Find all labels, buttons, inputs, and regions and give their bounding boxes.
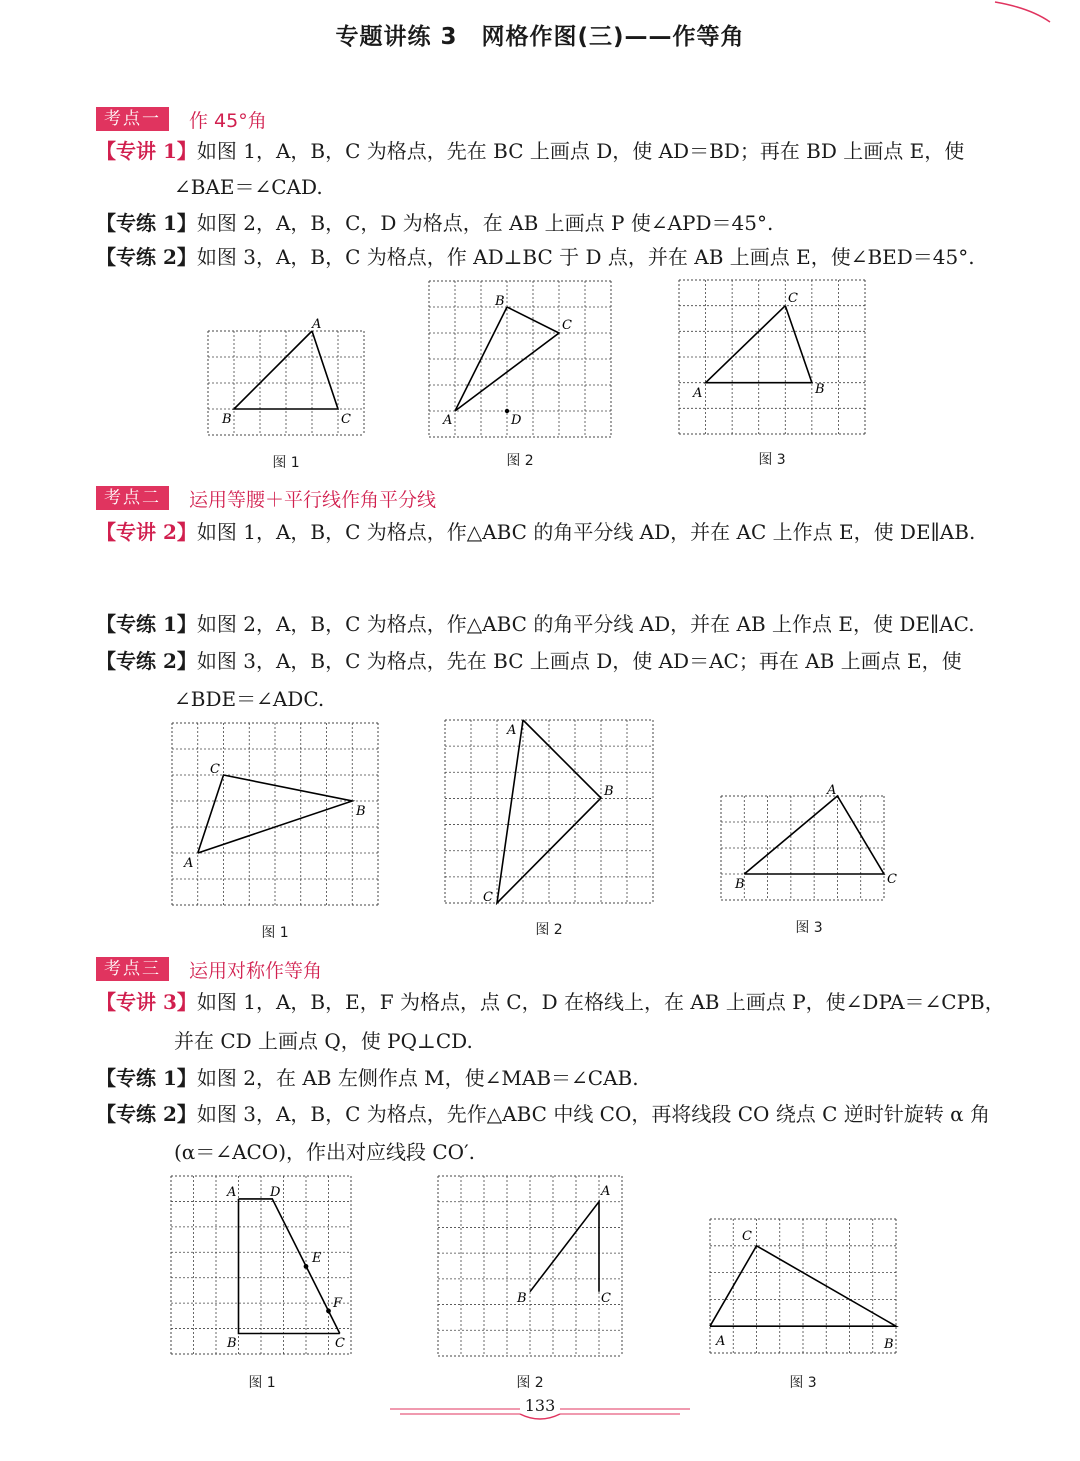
figure-caption: 图 3 (789, 1375, 817, 1391)
point-label-b: B (815, 382, 825, 397)
page-title: 专题讲练 3 网格作图(三)——作等角 (335, 24, 745, 50)
figure-caption: 图 1 (248, 1375, 276, 1391)
point-label-b: B (604, 784, 614, 799)
section-3-header (96, 957, 322, 981)
figure-1-2 (429, 281, 611, 437)
problem-line (96, 610, 996, 638)
grid-lines (445, 720, 653, 903)
problem-label: 【专练 2】 (96, 1102, 197, 1126)
point-label-c: C (601, 1291, 611, 1306)
problem-continuation: 并在 CD 上画点 Q，使 PQ⊥CD. (174, 1029, 473, 1053)
point-label-a: A (507, 723, 517, 738)
figure-2-1 (172, 723, 378, 905)
problem-line (96, 518, 996, 546)
problem-text: 如图 3，A，B，C 为格点，作 AD⊥BC 于 D 点，并在 AB 上画点 E，使∠BED＝45°. (196, 245, 975, 269)
point-label-a: A (184, 856, 194, 871)
point-label-c: C (788, 291, 798, 306)
point-label-a: A (443, 413, 453, 428)
figure-caption: 图 1 (261, 925, 289, 941)
point-label-b: B (884, 1337, 894, 1352)
grid-lines (679, 280, 865, 434)
point-label-d: D (270, 1185, 281, 1200)
problem-label: 【专练 2】 (96, 245, 197, 269)
grid-lines (710, 1219, 896, 1353)
problem-label: 【专练 2】 (96, 649, 197, 673)
point-label-f: F (333, 1296, 343, 1311)
section-tag: 考点三 (96, 957, 169, 981)
grid-lines (171, 1176, 351, 1354)
point-label-c: C (887, 872, 897, 887)
figure-caption: 图 2 (506, 453, 534, 469)
point-label-b: B (517, 1291, 527, 1306)
section-name: 运用对称作等角 (189, 959, 323, 982)
grid-lines (172, 723, 378, 905)
page-number: 133 (524, 1396, 556, 1415)
figure-3-1 (171, 1176, 351, 1354)
figure-2-3 (721, 783, 897, 900)
point-label-a: A (227, 1185, 237, 1200)
point-label-c: C (562, 318, 572, 333)
problem-continuation: ∠BDE＝∠ADC. (174, 687, 325, 711)
point-label-c: C (341, 412, 351, 427)
problem-text: 如图 2，在 AB 左侧作点 M，使∠MAB＝∠CAB. (196, 1066, 639, 1090)
point-label-b: B (227, 1336, 237, 1351)
problem-label: 【专练 1】 (96, 1066, 197, 1090)
problem-text: 如图 2，A，B，C 为格点，作△ABC 的角平分线 AD，并在 AB 上作点 E，使 DE∥AC. (196, 612, 975, 636)
point-label-b: B (222, 412, 232, 427)
point-label-b: B (735, 877, 745, 892)
point-label-c: C (742, 1229, 752, 1244)
point-label-d: D (511, 413, 522, 428)
section-name: 运用等腰＋平行线作角平分线 (189, 488, 437, 511)
problem-text: 如图 3，A，B，C 为格点，先在 BC 上画点 D，使 AD＝AC；再在 AB 上画点 E，使 (196, 649, 962, 673)
point-label-a: A (601, 1184, 611, 1199)
point-label-b: B (495, 294, 505, 309)
problem-line (96, 209, 996, 237)
problem-label: 【专讲 2】 (96, 520, 197, 544)
point-label-a: A (716, 1334, 726, 1349)
point-label-c: C (210, 762, 220, 777)
grid-lines (721, 796, 884, 900)
problem-label: 【专讲 3】 (96, 990, 197, 1014)
section-name: 作 45°角 (189, 109, 267, 132)
point-label-b: B (356, 804, 366, 819)
problem-label: 【专讲 1】 (96, 139, 197, 163)
problem-text: 如图 3，A，B，C 为格点，先作△ABC 中线 CO，再将线段 CO 绕点 C 逆时针旋转 α 角 (196, 1102, 991, 1126)
problem-label: 【专练 1】 (96, 612, 197, 636)
problem-line (96, 1100, 996, 1128)
figure-2-2 (445, 720, 653, 903)
section-tag: 考点一 (96, 107, 169, 131)
problem-text: 如图 1，A，B，C 为格点，作△ABC 的角平分线 AD，并在 AC 上作点 E，使 DE∥AB. (196, 520, 976, 544)
grid-lines (438, 1176, 622, 1356)
figure-caption: 图 1 (272, 455, 300, 471)
problem-line (96, 137, 996, 165)
problem-line (96, 243, 996, 271)
problem-label: 【专练 1】 (96, 211, 197, 235)
figure-caption: 图 2 (535, 922, 563, 938)
figure-1-1 (208, 317, 364, 435)
problem-line (96, 988, 1005, 1016)
point-label-a: A (693, 386, 703, 401)
problem-text: 如图 1，A，B，E，F 为格点，点 C，D 在格线上，在 AB 上画点 P，使∠DPA＝∠CPB， (196, 990, 1005, 1014)
figure-3-2 (438, 1176, 622, 1356)
section-2-header (96, 486, 436, 510)
section-tag: 考点二 (96, 486, 169, 510)
point-label-a: A (827, 783, 837, 798)
figure-caption: 图 3 (758, 452, 786, 468)
figure-1-3 (679, 280, 865, 434)
point-label-e: E (312, 1251, 322, 1266)
point-label-a: A (312, 317, 322, 332)
figure-caption: 图 3 (795, 920, 823, 936)
problem-text: 如图 1，A，B，C 为格点，先在 BC 上画点 D，使 AD＝BD；再在 BD 上画点 E，使 (196, 139, 965, 163)
problem-continuation: ∠BAE＝∠CAD. (174, 175, 323, 199)
problem-line (96, 647, 996, 675)
problem-continuation: (α＝∠ACO)，作出对应线段 CO′. (174, 1140, 475, 1164)
problem-line (96, 1064, 996, 1092)
section-1-header (96, 107, 267, 131)
point-label-c: C (483, 890, 493, 905)
figure-3-3 (710, 1219, 896, 1353)
point-label-c: C (335, 1336, 345, 1351)
problem-text: 如图 2，A，B，C，D 为格点，在 AB 上画点 P 使∠APD＝45°. (196, 211, 774, 235)
figure-caption: 图 2 (516, 1375, 544, 1391)
